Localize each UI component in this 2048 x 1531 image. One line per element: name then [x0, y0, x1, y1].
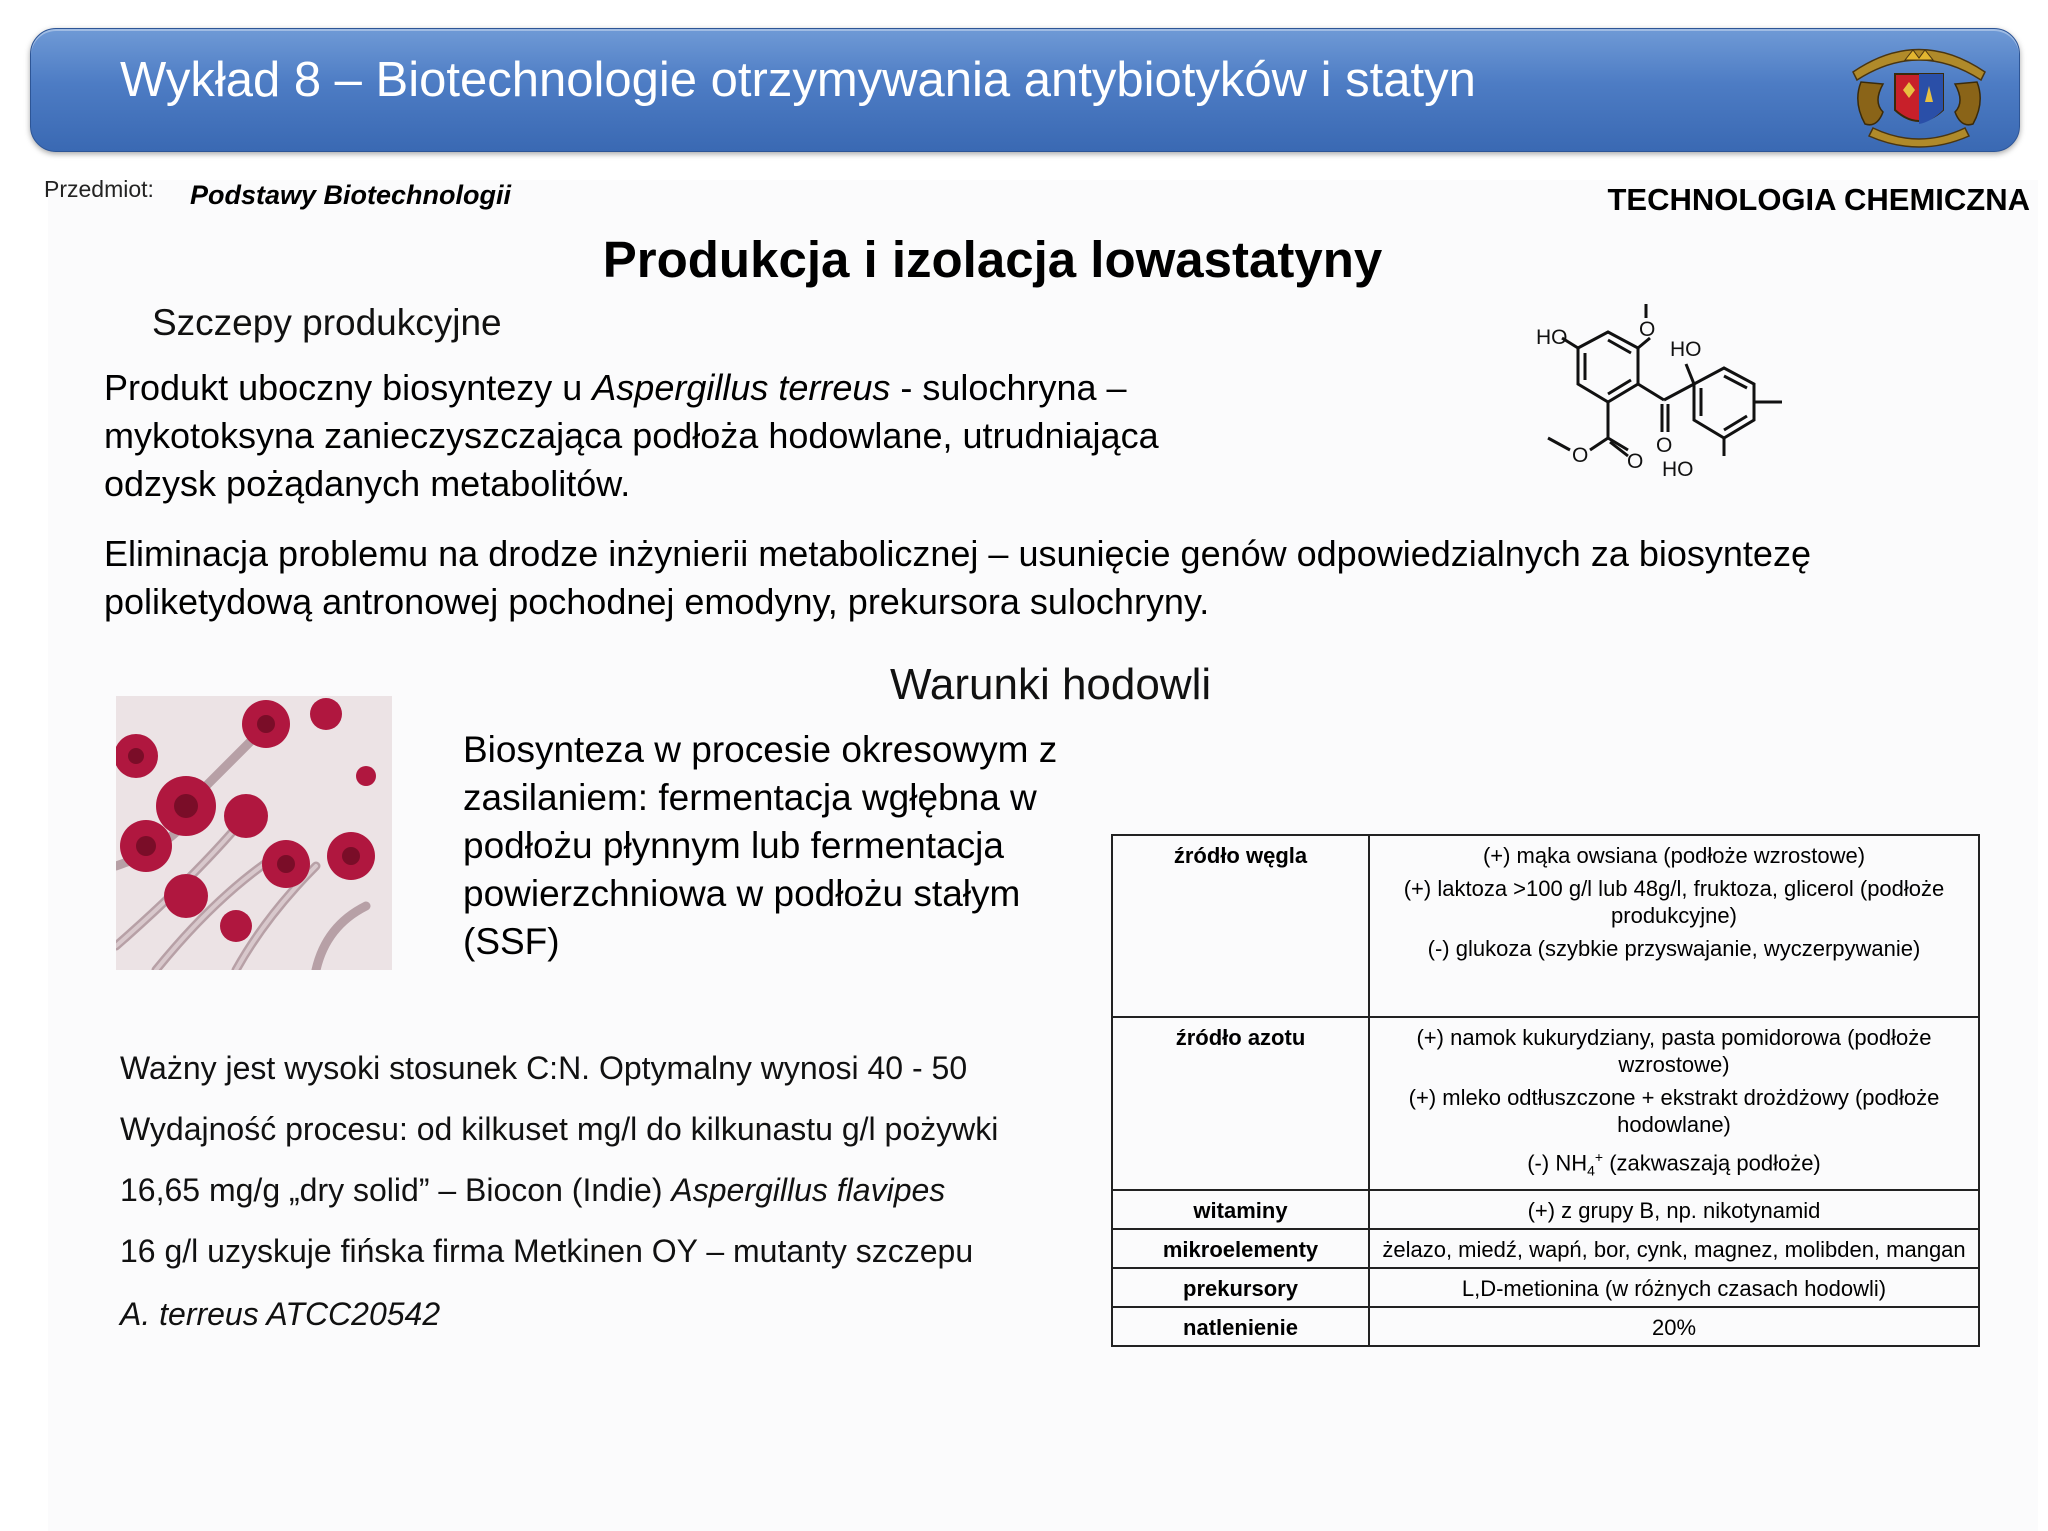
table-key-cell: źródło węgla [1112, 835, 1369, 1017]
culture-conditions-table [1111, 834, 1980, 1347]
species-name: Aspergillus flavipes [671, 1172, 946, 1208]
molecule-label: HO [1536, 326, 1568, 349]
table-row [1112, 1017, 1979, 1190]
table-row [1112, 1229, 1979, 1268]
strain-id-note [120, 1294, 1080, 1335]
table-value-cell [1369, 835, 1979, 1017]
strains-heading: Szczepy produkcyjne [152, 302, 502, 343]
subject-value: Podstawy Biotechnologii [190, 180, 512, 210]
yield-note: Wydajność procesu: od kilkuset mg/l do kilkunastu g/l pożywki [120, 1111, 999, 1147]
culture-description: Biosynteza w procesie okresowym z zasilaniem: fermentacja wgłębna w podłożu płynnym lub fermentacja powierzchniowa w podłożu stałym (SSF) [463, 729, 1058, 962]
molecule-label: O [1639, 318, 1656, 341]
table-key-cell: witaminy [1112, 1190, 1369, 1229]
aspergillus-micrograph [116, 696, 392, 970]
byproduct-text-post: - sulochryna – mykotoksyna zanieczyszczająca podłoża hodowlane, utrudniająca odzysk pożądanych metabolitów. [104, 367, 1159, 504]
department-name: TECHNOLOGIA CHEMICZNA [1607, 182, 2030, 217]
table-value-line: (+) z grupy B, np. nikotynamid [1527, 1197, 1821, 1223]
ammonium-text: (-) NH [1527, 1150, 1588, 1176]
metkinen-note: 16 g/l uzyskuje fińska firma Metkinen OY – mutanty szczepu [120, 1233, 974, 1269]
lecture-title: Wykład 8 – Biotechnologie otrzymywania antybiotyków i statyn [120, 53, 1476, 107]
table-value-cell [1369, 1190, 1979, 1229]
subject-label: Przedmiot: [44, 176, 154, 202]
table-value-line [1380, 1144, 1968, 1185]
biocon-text: 16,65 mg/g „dry solid” – Biocon (Indie) [120, 1172, 672, 1208]
molecule-label: O [1572, 444, 1589, 467]
biocon-note [120, 1170, 1080, 1211]
ammonium-note: (zakwaszają podłoże) [1603, 1150, 1821, 1176]
byproduct-text-pre: Produkt uboczny biosyntezy u [104, 367, 593, 408]
culture-conditions-heading: Warunki hodowli [890, 660, 1212, 709]
table-value-line: (+) mleko odtłuszczone + ekstrakt drożdżowy (podłoże hodowlane) [1408, 1085, 1940, 1137]
university-crest-icon [1843, 32, 1995, 150]
table-value-line: L,D-metionina (w różnych czasach hodowli) [1461, 1275, 1887, 1301]
table-value-cell [1369, 1307, 1979, 1346]
ammonium-superscript: + [1594, 1149, 1604, 1165]
table-key-cell: natlenienie [1112, 1307, 1369, 1346]
table-value-line: (-) glukoza (szybkie przyswajanie, wyczerpywanie) [1427, 936, 1921, 961]
table-row [1112, 1190, 1979, 1229]
table-value-line: (+) namok kukurydziany, pasta pomidorowa (podłoże wzrostowe) [1416, 1025, 1932, 1077]
table-value-line: (+) laktoza >100 g/l lub 48g/l, fruktoza, glicerol (podłoże produkcyjne) [1403, 876, 1945, 928]
table-value-cell [1369, 1229, 1979, 1268]
strain-id: A. terreus ATCC20542 [120, 1296, 441, 1332]
ammonium-subscript: 4 [1587, 1162, 1595, 1179]
byproduct-paragraph [104, 364, 1244, 508]
table-value-line: żelazo, miedź, wapń, bor, cynk, magnez, molibden, mangan [1382, 1236, 1966, 1262]
table-row [1112, 835, 1979, 1017]
table-key-cell: źródło azotu [1112, 1017, 1369, 1190]
molecule-label: HO [1670, 338, 1702, 361]
table-row [1112, 1307, 1979, 1346]
molecule-label: O [1627, 450, 1644, 473]
table-key-cell: prekursory [1112, 1268, 1369, 1307]
molecule-label: HO [1662, 458, 1694, 481]
table-value-line: 20% [1651, 1314, 1697, 1340]
sulochrin-structure-diagram [1490, 296, 1800, 486]
molecule-label: O [1656, 434, 1673, 457]
process-notes [120, 1048, 1080, 1355]
table-key-cell: mikroelementy [1112, 1229, 1369, 1268]
table-value-line: (+) mąka owsiana (podłoże wzrostowe) [1482, 843, 1866, 868]
table-row [1112, 1268, 1979, 1307]
elimination-paragraph: Eliminacja problemu na drodze inżynierii metabolicznej – usunięcie genów odpowiedzialnych za biosyntezę poliketydową antronowej pochodnej emodyny, prekursora sulochryny. [104, 533, 1811, 622]
table-value-cell [1369, 1268, 1979, 1307]
cn-ratio-note: Ważny jest wysoki stosunek C:N. Optymalny wynosi 40 - 50 [120, 1050, 968, 1086]
species-name: Aspergillus terreus [592, 367, 891, 408]
table-value-cell [1369, 1017, 1979, 1190]
slide-title: Produkcja i izolacja lowastatyny [602, 231, 1383, 288]
